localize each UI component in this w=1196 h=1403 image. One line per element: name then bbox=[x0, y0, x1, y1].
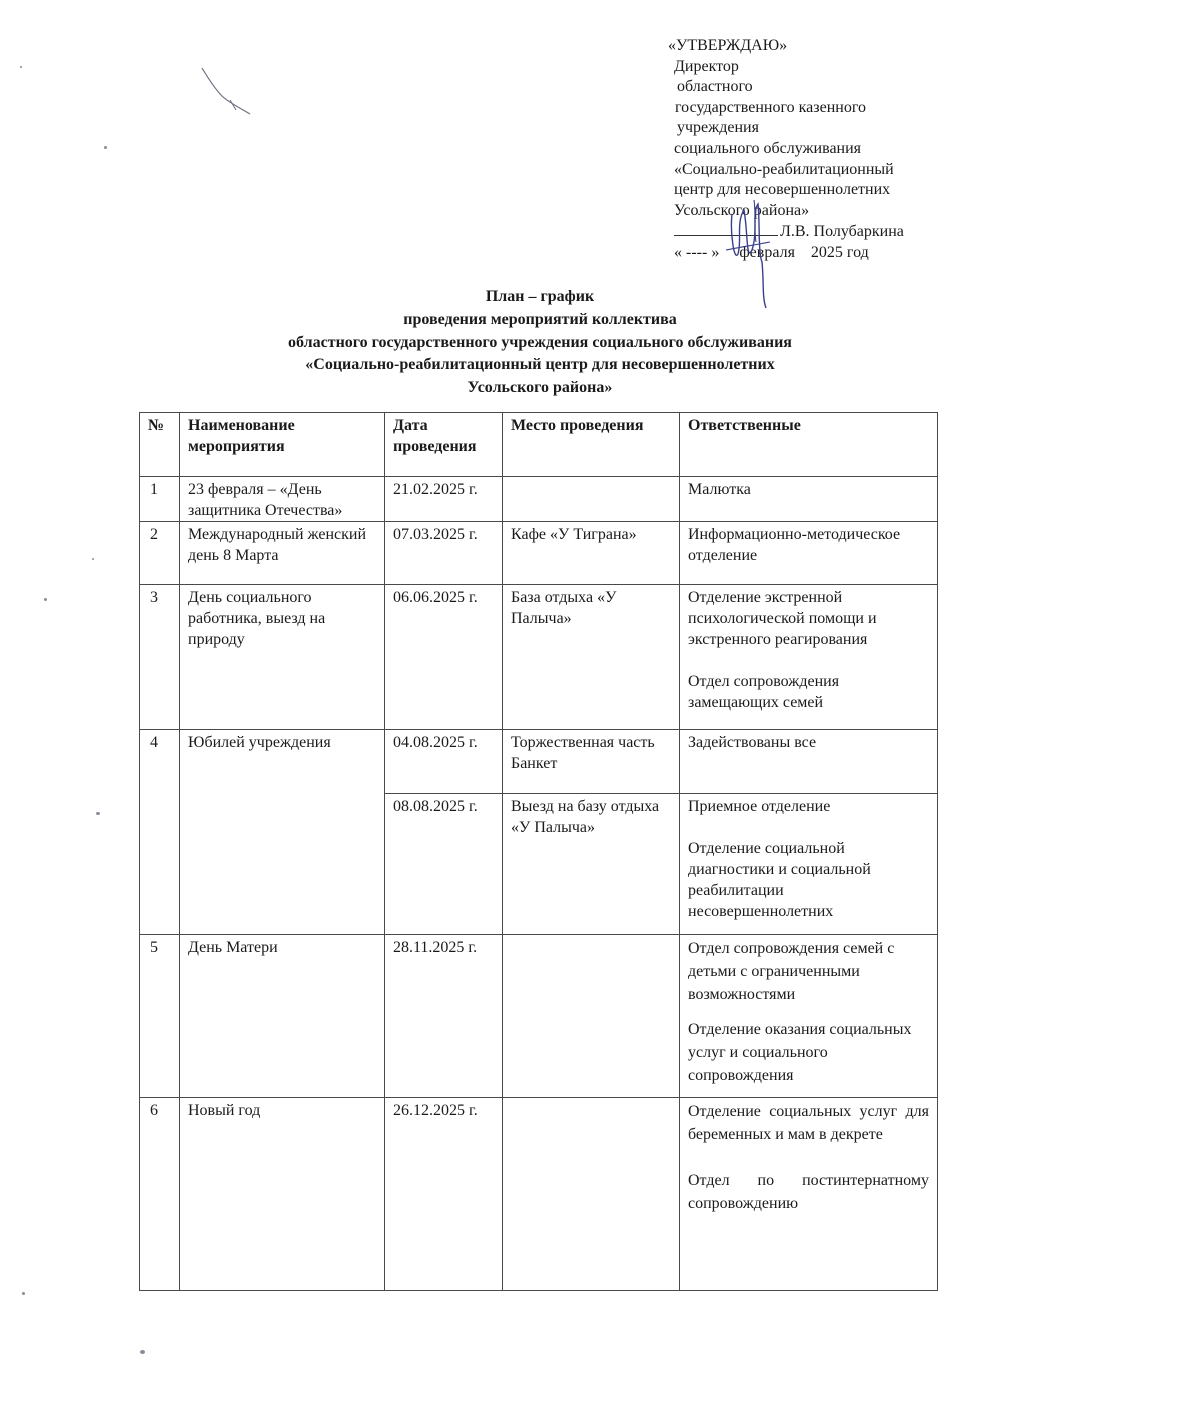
event-name: 23 февраля – «День защитника Отечества» bbox=[180, 477, 385, 522]
schedule-table bbox=[139, 412, 938, 1291]
title-line: План – график bbox=[485, 288, 595, 305]
responsible-unit: Отделение социальной диагностики и социальной реабилитации несовершеннолетних bbox=[688, 840, 871, 920]
responsible-unit: Отделение социальных услуг для беременных и мам в декрете bbox=[688, 1103, 929, 1143]
approval-line: Директор bbox=[674, 57, 739, 75]
approval-line: учреждения bbox=[677, 119, 759, 137]
approval-line: областного bbox=[677, 78, 753, 96]
table-row bbox=[140, 730, 938, 794]
approval-heading: «УТВЕРЖДАЮ» bbox=[668, 37, 788, 54]
approval-line: центр для несовершеннолетних bbox=[674, 181, 891, 199]
event-date: 06.06.2025 г. bbox=[385, 585, 503, 730]
row-num: 1 bbox=[140, 477, 180, 522]
header-date: Дата проведения bbox=[385, 413, 503, 477]
event-responsible bbox=[680, 935, 938, 1098]
table-row bbox=[140, 522, 938, 585]
approval-line: государственного казенного bbox=[675, 98, 866, 116]
event-responsible bbox=[680, 730, 938, 794]
scan-speck bbox=[20, 66, 22, 68]
title-line: «Социально-реабилитационный центр для несовершеннолетних bbox=[305, 356, 775, 374]
signatory-line bbox=[674, 221, 948, 243]
title-line: Усольского района» bbox=[467, 379, 613, 397]
scan-scratch bbox=[200, 66, 252, 120]
table-row bbox=[140, 477, 938, 522]
responsible-unit: Отделение оказания социальных услуг и социального сопровождения bbox=[688, 1021, 912, 1084]
event-responsible bbox=[680, 477, 938, 522]
event-date: 26.12.2025 г. bbox=[385, 1098, 503, 1291]
event-responsible bbox=[680, 522, 938, 585]
event-name: День Матери bbox=[180, 935, 385, 1098]
header-num: № bbox=[140, 413, 180, 477]
scan-speck bbox=[140, 1350, 145, 1354]
responsible-unit: Малютка bbox=[688, 481, 751, 498]
scan-speck bbox=[96, 812, 100, 815]
responsible-unit: Отделение экстренной психологической помощи и экстренного реагирования bbox=[688, 589, 877, 648]
event-name: Международный женский день 8 Марта bbox=[180, 522, 385, 585]
approval-line: социального обслуживания bbox=[674, 139, 862, 157]
event-name: День социального работника, выезд на природу bbox=[180, 585, 385, 730]
row-num: 5 bbox=[140, 935, 180, 1098]
row-num: 4 bbox=[140, 730, 180, 935]
scan-speck bbox=[92, 558, 94, 560]
responsible-unit: Отдел сопровождения семей с детьми с ограниченными возможностями bbox=[688, 940, 895, 1003]
event-place: Кафе «У Тиграна» bbox=[503, 522, 680, 585]
event-name: Юбилей учреждения bbox=[180, 730, 385, 935]
responsible-unit: Отдел сопровождения замещающих семей bbox=[688, 673, 840, 711]
event-date: 21.02.2025 г. bbox=[385, 477, 503, 522]
scan-speck bbox=[22, 1292, 25, 1295]
event-responsible bbox=[680, 585, 938, 730]
event-date: 04.08.2025 г. bbox=[385, 730, 503, 794]
event-place: База отдыха «У Палыча» bbox=[503, 585, 680, 730]
responsible-unit: Отдел по постинтернатному сопровождению bbox=[688, 1172, 929, 1212]
event-place: Торжественная часть Банкет bbox=[503, 730, 680, 794]
responsible-unit: Задействованы все bbox=[688, 734, 817, 751]
signatory-name: Л.В. Полубаркина bbox=[780, 223, 904, 241]
table-row bbox=[140, 1098, 938, 1291]
title-line: областного государственного учреждения социального обслуживания bbox=[288, 333, 792, 351]
event-place bbox=[503, 477, 680, 522]
scan-speck bbox=[44, 598, 47, 601]
responsible-unit: Информационно-методическое отделение bbox=[688, 526, 901, 564]
document-title bbox=[150, 286, 930, 400]
event-date: 28.11.2025 г. bbox=[385, 935, 503, 1098]
header-place: Место проведения bbox=[503, 413, 680, 477]
header-name: Наименование мероприятия bbox=[180, 413, 385, 477]
table-row bbox=[140, 585, 938, 730]
row-num: 2 bbox=[140, 522, 180, 585]
scan-speck bbox=[104, 146, 107, 149]
event-place bbox=[503, 1098, 680, 1291]
event-place bbox=[503, 935, 680, 1098]
approval-block bbox=[668, 36, 948, 264]
event-responsible bbox=[680, 1098, 938, 1291]
row-num: 3 bbox=[140, 585, 180, 730]
header-responsible: Ответственные bbox=[680, 413, 938, 477]
table-row bbox=[140, 935, 938, 1098]
event-name: Новый год bbox=[180, 1098, 385, 1291]
title-line: проведения мероприятий коллектива bbox=[403, 310, 677, 328]
approval-line: Усольского района» bbox=[674, 201, 810, 219]
approval-line: «Социально-реабилитационный bbox=[674, 160, 894, 178]
event-place: Выезд на базу отдыха «У Палыча» bbox=[503, 794, 680, 935]
approval-date: « ---- » февраля 2025 год bbox=[674, 243, 869, 261]
event-date: 07.03.2025 г. bbox=[385, 522, 503, 585]
table-header-row bbox=[140, 413, 938, 477]
row-num: 6 bbox=[140, 1098, 180, 1291]
responsible-unit: Приемное отделение bbox=[688, 798, 831, 815]
event-date: 08.08.2025 г. bbox=[385, 794, 503, 935]
event-responsible bbox=[680, 794, 938, 935]
